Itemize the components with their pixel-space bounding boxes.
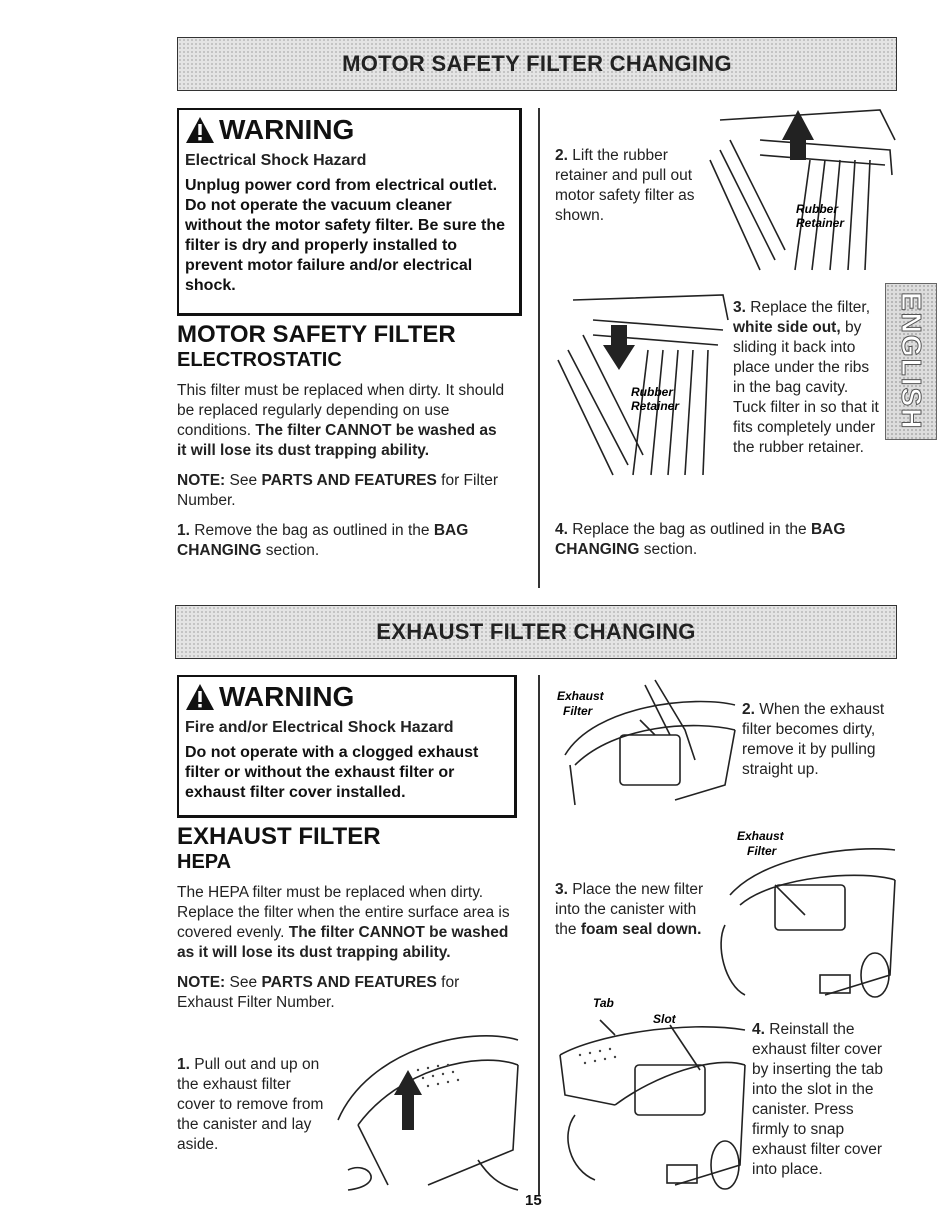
warning-triangle-icon bbox=[185, 116, 215, 144]
svg-text:Tab: Tab bbox=[593, 996, 614, 1010]
svg-text:Rubber: Rubber bbox=[796, 202, 838, 216]
svg-text:Filter: Filter bbox=[747, 844, 777, 858]
motor-filter-banner bbox=[177, 37, 897, 91]
svg-text:Slot: Slot bbox=[653, 1012, 676, 1026]
exhaust-filter-title: EXHAUST FILTER bbox=[177, 823, 381, 850]
exhaust-column-divider bbox=[538, 675, 540, 1195]
svg-text:Exhaust: Exhaust bbox=[557, 689, 604, 703]
exhaust-filter-step-3: 3. Place the new filter into the canister with the foam seal down. bbox=[555, 881, 704, 938]
motor-column-divider bbox=[538, 108, 540, 588]
motor-filter-step-4: 4. Replace the bag as outlined in the BAG CHANGING section. bbox=[555, 521, 846, 558]
up-arrow-icon bbox=[782, 110, 814, 160]
up-arrow-icon bbox=[394, 1070, 422, 1130]
warning-word: WARNING bbox=[219, 681, 355, 712]
warning-triangle-icon bbox=[185, 683, 215, 711]
exhaust-filter-note: NOTE: See PARTS AND FEATURES for Exhaust Filter Number. bbox=[177, 974, 460, 1011]
svg-text:Exhaust: Exhaust bbox=[737, 829, 784, 843]
down-arrow-icon bbox=[603, 325, 635, 370]
motor-filter-title: MOTOR SAFETY FILTER bbox=[177, 321, 456, 348]
motor-filter-intro: This filter must be replaced when dirty. It should be replaced regularly depending on use conditions. The filter CANNOT be washed as it will lose its dust trapping ability. bbox=[177, 382, 505, 459]
rubber-retainer-replace-illustration bbox=[553, 290, 733, 480]
svg-text:Retainer: Retainer bbox=[631, 399, 680, 413]
motor-filter-step-1: 1. Remove the bag as outlined in the BAG CHANGING section. bbox=[177, 522, 469, 559]
exhaust-filter-step-2: 2. When the exhaust filter becomes dirty, remove it by pulling straight up. bbox=[742, 701, 885, 778]
warning-header bbox=[185, 683, 506, 711]
svg-text:Rubber: Rubber bbox=[631, 385, 673, 399]
exhaust-filter-step-1: 1. Pull out and up on the exhaust filter cover to remove from the canister and lay aside. bbox=[177, 1056, 324, 1153]
motor-filter-note: NOTE: See PARTS AND FEATURES for Filter Number. bbox=[177, 472, 498, 509]
rubber-retainer-lift-illustration bbox=[700, 100, 900, 272]
warning-word: WARNING bbox=[219, 114, 355, 145]
exhaust-warning-box bbox=[177, 675, 517, 818]
exhaust-filter-subtitle: HEPA bbox=[177, 851, 232, 873]
motor-filter-banner-title: MOTOR SAFETY FILTER CHANGING bbox=[342, 51, 732, 76]
language-tab-english: ENGLISH bbox=[885, 283, 937, 440]
exhaust-filter-intro: The HEPA filter must be replaced when dirty. Replace the filter when the entire surface area is covered evenly. The filter CANNOT be washed as it will lose its dust trapping ability. bbox=[177, 884, 510, 961]
svg-text:Retainer: Retainer bbox=[796, 216, 845, 230]
motor-filter-subtitle: ELECTROSTATIC bbox=[177, 349, 342, 371]
svg-text:Filter: Filter bbox=[563, 704, 593, 718]
warning-hazard-type: Fire and/or Electrical Shock Hazard bbox=[185, 719, 454, 736]
motor-filter-step-3: 3. Replace the filter, white side out, by sliding it back into place under the ribs in the bag cavity. Tuck filter in so that it fits completely under the rubber retainer. bbox=[733, 299, 879, 456]
exhaust-cover-reinstall-illustration bbox=[555, 995, 750, 1195]
motor-warning-box bbox=[177, 108, 522, 316]
warning-hazard-type: Electrical Shock Hazard bbox=[185, 152, 367, 169]
warning-header bbox=[185, 116, 511, 144]
exhaust-filter-banner-title: EXHAUST FILTER CHANGING bbox=[376, 619, 696, 644]
warning-body: Do not operate with a clogged exhaust filter or without the exhaust filter or exhaust filter cover installed. bbox=[185, 744, 479, 801]
exhaust-filter-banner bbox=[175, 605, 897, 659]
motor-filter-step-2: 2. Lift the rubber retainer and pull out motor safety filter as shown. bbox=[555, 147, 695, 224]
page-number: 15 bbox=[525, 1192, 542, 1209]
exhaust-cover-removal-illustration bbox=[328, 1010, 523, 1195]
exhaust-filter-removal-illustration bbox=[555, 675, 740, 815]
exhaust-filter-placement-illustration bbox=[715, 825, 900, 1005]
warning-body: Unplug power cord from electrical outlet. Do not operate the vacuum cleaner without the motor safety filter. Be sure the filter is dry and properly installed to prevent motor failure and/or electrical shock. bbox=[185, 177, 506, 294]
exhaust-filter-step-4: 4. Reinstall the exhaust filter cover by inserting the tab into the slot in the canister. Press firmly to snap exhaust filter cover into place. bbox=[752, 1021, 883, 1178]
